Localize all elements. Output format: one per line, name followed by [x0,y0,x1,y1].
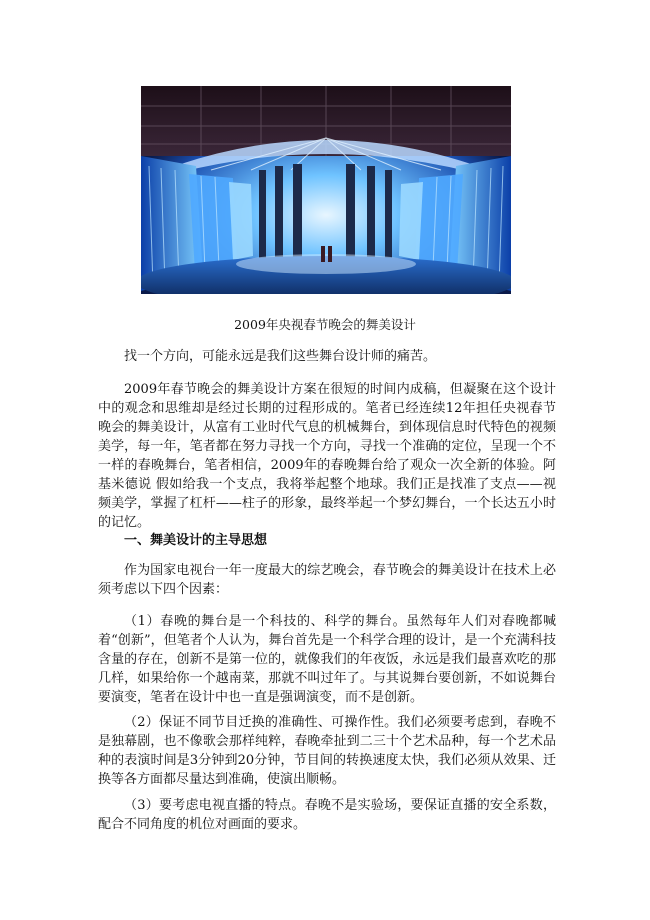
section-heading: 一、舞美设计的主导思想 [124,533,268,548]
figure-caption: 2009年央视春节晚会的舞美设计 [234,317,416,332]
list-item-1: （1）春晚的舞台是一个科技的、科学的舞台。虽然每年人们对春晚都喊着“创新”，但笔者个人认为，舞台首先是一个科学合理的设计，是一个充满科技含量的存在，创新不是第一位的，就像我们的年夜饭，永远是我们最喜欢吃的那几样，如果给你一个越南菜，那就不叫过年了。与其说舞台要创新，不如说舞台要演变，笔者在设计中也一直是强调演变，而不是创新。 [98,614,556,705]
section-lead-paragraph: 作为国家电视台一年一度最大的综艺晚会，春节晚会的舞美设计在技术上必须考虑以下四个因素： [98,563,556,597]
intro-paragraph: 找一个方向，可能永远是我们这些舞台设计师的痛苦。 [124,349,437,364]
list-item-2: （2）保证不同节目迁换的准确性、可操作性。我们必须要考虑到，春晚不是独幕剧，也不像歌会那样纯粹，春晚牵扯到二三十个艺术品种，每一个艺术品种的表演时间是3分钟到20分钟，节目间的转换速度太快，我们必须从效果、迁换等各方面都尽量达到准确，使演出顺畅。 [98,715,556,787]
list-item-3: （3）要考虑电视直播的特点。春晚不是实验场，要保证直播的安全系数，配合不同角度的机位对画面的要求。 [98,798,556,832]
stage-photo [141,86,511,294]
body-paragraph-1: 2009年春节晚会的舞美设计方案在很短的时间内成稿，但凝聚在这个设计中的观念和思维却是经过长期的过程形成的。笔者已经连续12年担任央视春节晚会的舞美设计，从富有工业时代气息的机械舞台，到体现信息时代特色的视频美学，每一年，笔者都在努力寻找一个方向，寻找一个准确的定位，呈现一个不一样的春晚舞台，笔者相信，2009年的春晚舞台给了观众一次全新的体验。阿基米德说 假如给我一个支点，我将举起整个地球。我们正是找准了支点——视频美学，掌握了杠杆——柱子的形象，最终举起一个梦幻舞台，一个长达五小时的记忆。 [98,382,556,530]
